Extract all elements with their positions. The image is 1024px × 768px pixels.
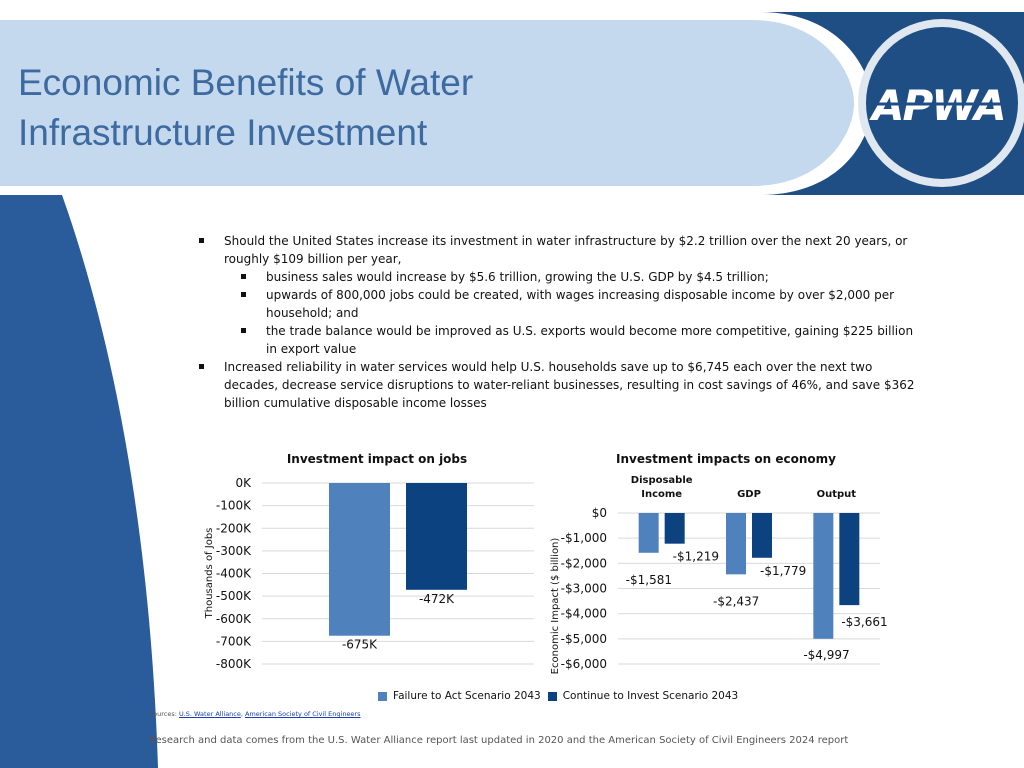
economy-category-label: Disposable [630, 475, 693, 486]
jobs-ytick-label: -100K [215, 498, 251, 513]
legend-swatch-failure [378, 692, 387, 701]
bullet-text: business sales would increase by $5.6 trillion, growing the U.S. GDP by $4.5 trillion; [266, 270, 769, 284]
jobs-y-axis-label: Thousands of Jobs [204, 527, 215, 619]
jobs-data-label: -472K [418, 591, 455, 606]
economy-ytick-label: -$5,000 [560, 631, 607, 646]
economy-category-label: Income [641, 489, 683, 500]
title-line-1: Economic Benefits of Water [18, 62, 474, 103]
sources-prefix: Sources: [149, 710, 179, 718]
sources-separator: , [240, 710, 246, 718]
jobs-ytick-label: -700K [215, 634, 251, 649]
source-link-asce[interactable]: American Society of Civil Engineers [245, 710, 361, 718]
economy-bar [726, 513, 746, 574]
title-line-2: Infrastructure Investment [18, 112, 428, 153]
legend-label: Failure to Act Scenario 2043 [393, 690, 541, 702]
jobs-data-label: -675K [341, 637, 378, 652]
economy-y-axis-label: Economic Impact ($ billion) [550, 537, 561, 675]
economy-ytick-label: -$2,000 [560, 556, 607, 571]
jobs-ytick-label: -300K [215, 543, 251, 558]
jobs-ytick-label: -500K [215, 589, 251, 604]
legend-item-invest [548, 690, 739, 702]
economy-ytick-label: -$3,000 [560, 581, 607, 596]
jobs-ytick-label: -800K [215, 657, 251, 671]
economy-ytick-label: -$4,000 [560, 606, 607, 621]
bullet-text: Should the United States increase its investment in water infrastructure by $2.2 trillion over the next 20 years, or roughly $109 billion per year, [224, 234, 908, 266]
economy-data-label: -$1,779 [760, 563, 807, 578]
bullet-text: the trade balance would be improved as U.S. exports would become more competitive, gaining $225 billion in export value [266, 324, 914, 356]
apwa-logo-text: APWA [872, 81, 1005, 128]
economy-data-label: -$4,997 [803, 647, 850, 662]
economy-bar [752, 513, 772, 558]
jobs-ytick-label: -200K [215, 521, 251, 536]
economy-data-label: -$3,661 [841, 615, 888, 630]
economy-data-label: -$2,437 [713, 594, 760, 609]
footer-note: Research and data comes from the U.S. Water Alliance report last updated in 2020 and the American Society of Civil Engineers 2024 report [149, 735, 849, 746]
legend-item-failure [378, 690, 541, 702]
jobs-ytick-label: -400K [215, 566, 251, 581]
jobs-ytick-label: 0K [235, 476, 251, 490]
economy-category-label: GDP [737, 489, 761, 500]
economy-data-label: -$1,581 [625, 572, 672, 587]
economy-ytick-label: -$6,000 [560, 657, 607, 671]
economy-ytick-label: -$1,000 [560, 531, 607, 546]
sources-line [149, 710, 361, 718]
legend-label: Continue to Invest Scenario 2043 [562, 690, 739, 702]
economy-bar [665, 513, 685, 544]
chart-legend [378, 690, 745, 702]
bullet-text: Increased reliability in water services would help U.S. households save up to $6,745 each over the next two decades, decrease service disruptions to water-reliant businesses, resulting in cost savings of 46%, and save $362 billion cumulative disposable income losses [224, 360, 915, 410]
economy-data-label: -$1,219 [672, 549, 719, 564]
economy-bar [839, 513, 859, 605]
economy-category-label: Output [816, 489, 857, 500]
legend-swatch-invest [548, 692, 557, 701]
jobs-bar [329, 483, 390, 636]
source-link-water-alliance[interactable]: U.S. Water Alliance [178, 710, 241, 718]
economy-bar [639, 513, 659, 553]
economy-bar [813, 513, 833, 639]
jobs-chart-title: Investment impact on jobs [286, 452, 468, 466]
economy-chart-title: Investment impacts on economy [616, 452, 836, 466]
jobs-ytick-label: -600K [215, 611, 251, 626]
economy-ytick-label: $0 [591, 506, 607, 520]
jobs-bar [406, 483, 467, 590]
bullet-text: upwards of 800,000 jobs could be created, with wages increasing disposable income by over $2,000 per household; and [266, 288, 895, 320]
